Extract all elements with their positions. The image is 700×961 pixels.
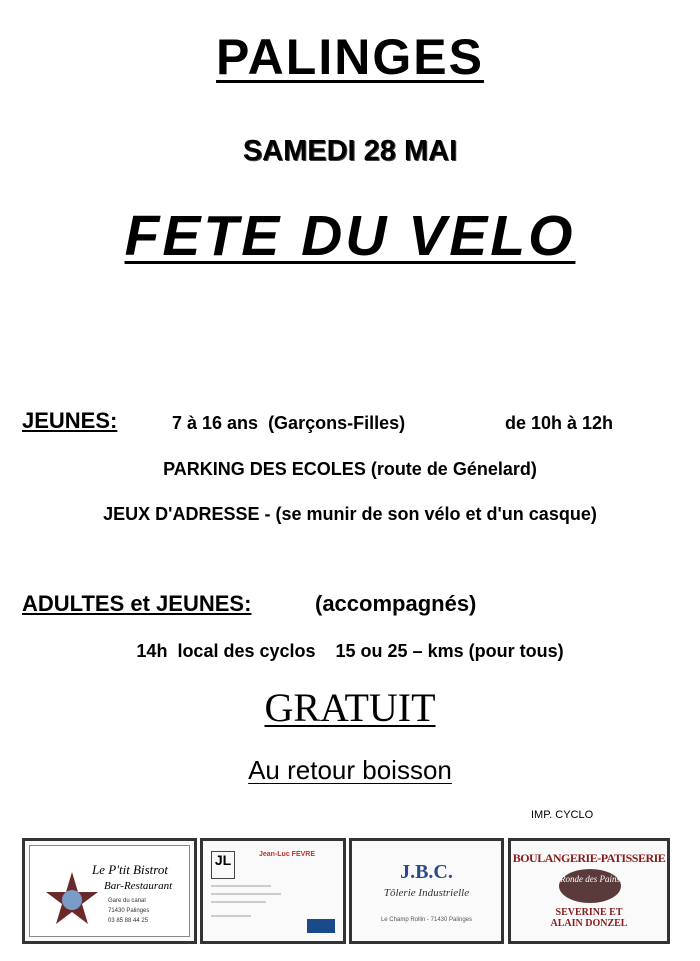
star-logo-icon <box>44 870 100 926</box>
text-line <box>211 893 281 895</box>
imprint: IMP. CYCLO <box>531 809 594 821</box>
sponsor-boulangerie <box>508 838 670 944</box>
adultes-note: (accompagnés) <box>315 591 477 616</box>
sponsor-line: Gare du canal <box>108 898 146 904</box>
sponsor-jean-luc-fevre <box>200 838 346 944</box>
sponsor-name: J.B.C. <box>400 861 453 883</box>
gratuit-text: GRATUIT <box>264 685 436 730</box>
sponsor-name: Le P'tit Bistrot <box>92 862 168 877</box>
owner-line: ALAIN DONZEL <box>550 918 628 929</box>
sponsor-header: BOULANGERIE-PATISSERIE <box>512 851 666 865</box>
text-line <box>211 915 251 917</box>
jl-logo-icon: JL <box>211 851 235 879</box>
jeunes-label: JEUNES: <box>22 408 118 433</box>
adultes-label: ADULTES et JEUNES: <box>22 591 252 616</box>
event-name: FETE DU VELO <box>124 204 576 268</box>
jeunes-ages: 7 à 16 ans (Garçons-Filles) <box>172 413 406 433</box>
sponsor-jbc <box>349 838 504 944</box>
page-title: PALINGES <box>216 29 484 85</box>
sponsor-owner <box>511 907 667 929</box>
jeunes-place: PARKING DES ECOLES (route de Génelard) <box>163 459 537 479</box>
sponsor-ptit-bistrot <box>22 838 197 944</box>
retour-text: Au retour boisson <box>248 755 452 785</box>
sponsor-line: 71430 Palinges <box>108 908 150 914</box>
sponsor-phone: 03 85 88 44 25 <box>108 918 149 924</box>
owner-line: SEVERINE ET <box>555 907 623 918</box>
sponsor-type: Bar-Restaurant <box>104 880 173 892</box>
sponsor-address: Le Champ Rollin - 71430 Palinges <box>380 917 473 923</box>
sponsor-type: Tôlerie Industrielle <box>383 887 470 899</box>
sponsor-name: Jean-Luc FEVRE <box>259 851 316 858</box>
event-date: SAMEDI 28 MAI <box>242 135 458 167</box>
jeunes-activity: JEUX D'ADRESSE - (se munir de son vélo et d'un casque) <box>103 504 597 524</box>
jeunes-time: de 10h à 12h <box>505 413 614 433</box>
adultes-details: 14h local des cyclos 15 ou 25 – kms (pour tous) <box>136 641 564 661</box>
text-line <box>211 901 266 903</box>
brand-logo-icon <box>307 919 335 933</box>
ronde-des-pains-logo: Ronde des Pains <box>559 869 621 903</box>
text-line <box>211 885 271 887</box>
